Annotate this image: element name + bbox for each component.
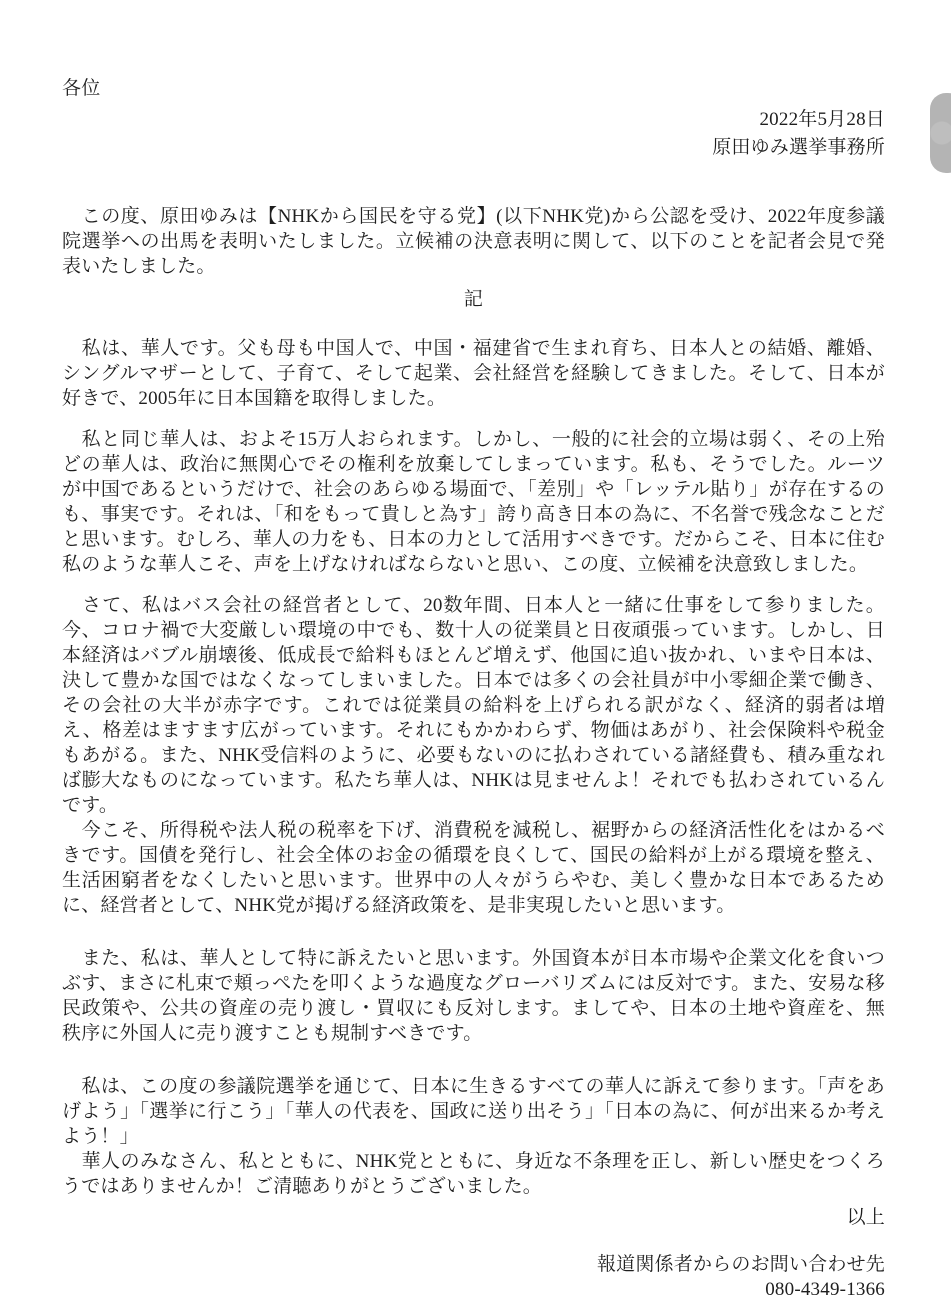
salutation: 各位: [62, 78, 101, 99]
intro-paragraph: この度、原田ゆみは【NHKから国民を守る党】(以下NHK党)から公認を受け、2022年度参議院選挙への出馬を表明いたしました。立候補の決意表明に関して、以下のことを記者会見で発表いたしました。: [62, 206, 885, 277]
sender-name: 原田ゆみ選挙事務所: [712, 137, 885, 158]
document-page: [62, 76, 885, 1302]
contact-phone: 080-4349-1366: [765, 1279, 885, 1300]
document-date: 2022年5月28日: [759, 109, 885, 130]
body-paragraph: また、私は、華人として特に訴えたいと思います。外国資本が日本市場や企業文化を食いつぶす、まさに札束で頬っぺたを叩くような過度なグローバリズムには反対です。また、安易な移民政策や、公共の資産の売り渡し・買収にも反対します。ましてや、日本の土地や資産を、無秩序に外国人に売り渡すことも規制すべきです。: [62, 948, 885, 1044]
paragraph-block-economy: [62, 593, 885, 918]
body-paragraph: 今こそ、所得税や法人税の税率を下げ、消費税を減税し、裾野からの経済活性化をはかるべきです。国債を発行し、社会全体のお金の循環を良くして、国民の給料が上がる環境を整え、生活困窮者をなくしたいと思います。世界中の人々がうらやむ、美しく豊かな日本であるために、経営者として、NHK党が掲げる経済政策を、是非実現したいと思います。: [62, 820, 885, 916]
scrollbar-thumb[interactable]: [930, 93, 951, 173]
body-paragraph: 私は、この度の参議院選挙を通じて、日本に生きるすべての華人に訴えて参ります。「声をあげよう」「選挙に行こう」「華人の代表を、国政に送り出そう」「日本の為に、何が出来るか考えよう！」: [62, 1076, 885, 1147]
contact-label: 報道関係者からのお問い合わせ先: [596, 1254, 885, 1275]
paragraph-block-globalism: [62, 946, 885, 1046]
body-paragraph: 私と同じ華人は、およそ15万人おられます。しかし、一般的に社会的立場は弱く、その上殆どの華人は、政治に無関心でその権利を放棄してしまっています。私も、そうでした。ルーツが中国であるというだけで、社会のあらゆる場面で、「差別」や「レッテル貼り」が存在するのも、事実です。それは、「和をもって貴しと為す」誇り高き日本の為に、不名誉で残念なことだと思います。むしろ、華人の力をも、日本の力として活用すべきです。だからこそ、日本に住む私のような華人こそ、声を上げなければならないと思い、この度、立候補を決意致しました。: [62, 429, 885, 575]
paragraph-block-self-intro: [62, 336, 885, 411]
doc-heading: 記: [463, 289, 484, 310]
closing-word: 以上: [846, 1207, 885, 1228]
paragraph-block-appeal: [62, 1074, 885, 1199]
body-paragraph: 華人のみなさん、私とともに、NHK党とともに、身近な不条理を正し、新しい歴史をつくろうではありませんか！ご清聴ありがとうございました。: [62, 1151, 885, 1197]
body-paragraph: 私は、華人です。父も母も中国人で、中国・福建省で生まれ育ち、日本人との結婚、離婚、シングルマザーとして、子育て、そして起業、会社経営を経験してきました。そして、日本が好きで、2005年に日本国籍を取得しました。: [62, 338, 885, 409]
body-paragraph: さて、私はバス会社の経営者として、20数年間、日本人と一緒に仕事をして参りました。今、コロナ禍で大変厳しい環境の中でも、数十人の従業員と日夜頑張っています。しかし、日本経済はバブル崩壊後、低成長で給料もほとんど増えず、他国に追い抜かれ、いまや日本は、決して豊かな国ではなくなってしまいました。日本では多くの会社員が中小零細企業で働き、その会社の大半が赤字です。これでは従業員の給料を上げられる訳がなく、経済的弱者は増え、格差はますます広がっています。それにもかかわらず、物価はあがり、社会保険料や税金もあがる。また、NHK受信料のように、必要もないのに払わされている諸経費も、積み重なれば膨大なものになっています。私たち華人は、NHKは見ませんよ！それでも払わされているんです。: [62, 595, 885, 816]
paragraph-block-huajin: [62, 427, 885, 577]
